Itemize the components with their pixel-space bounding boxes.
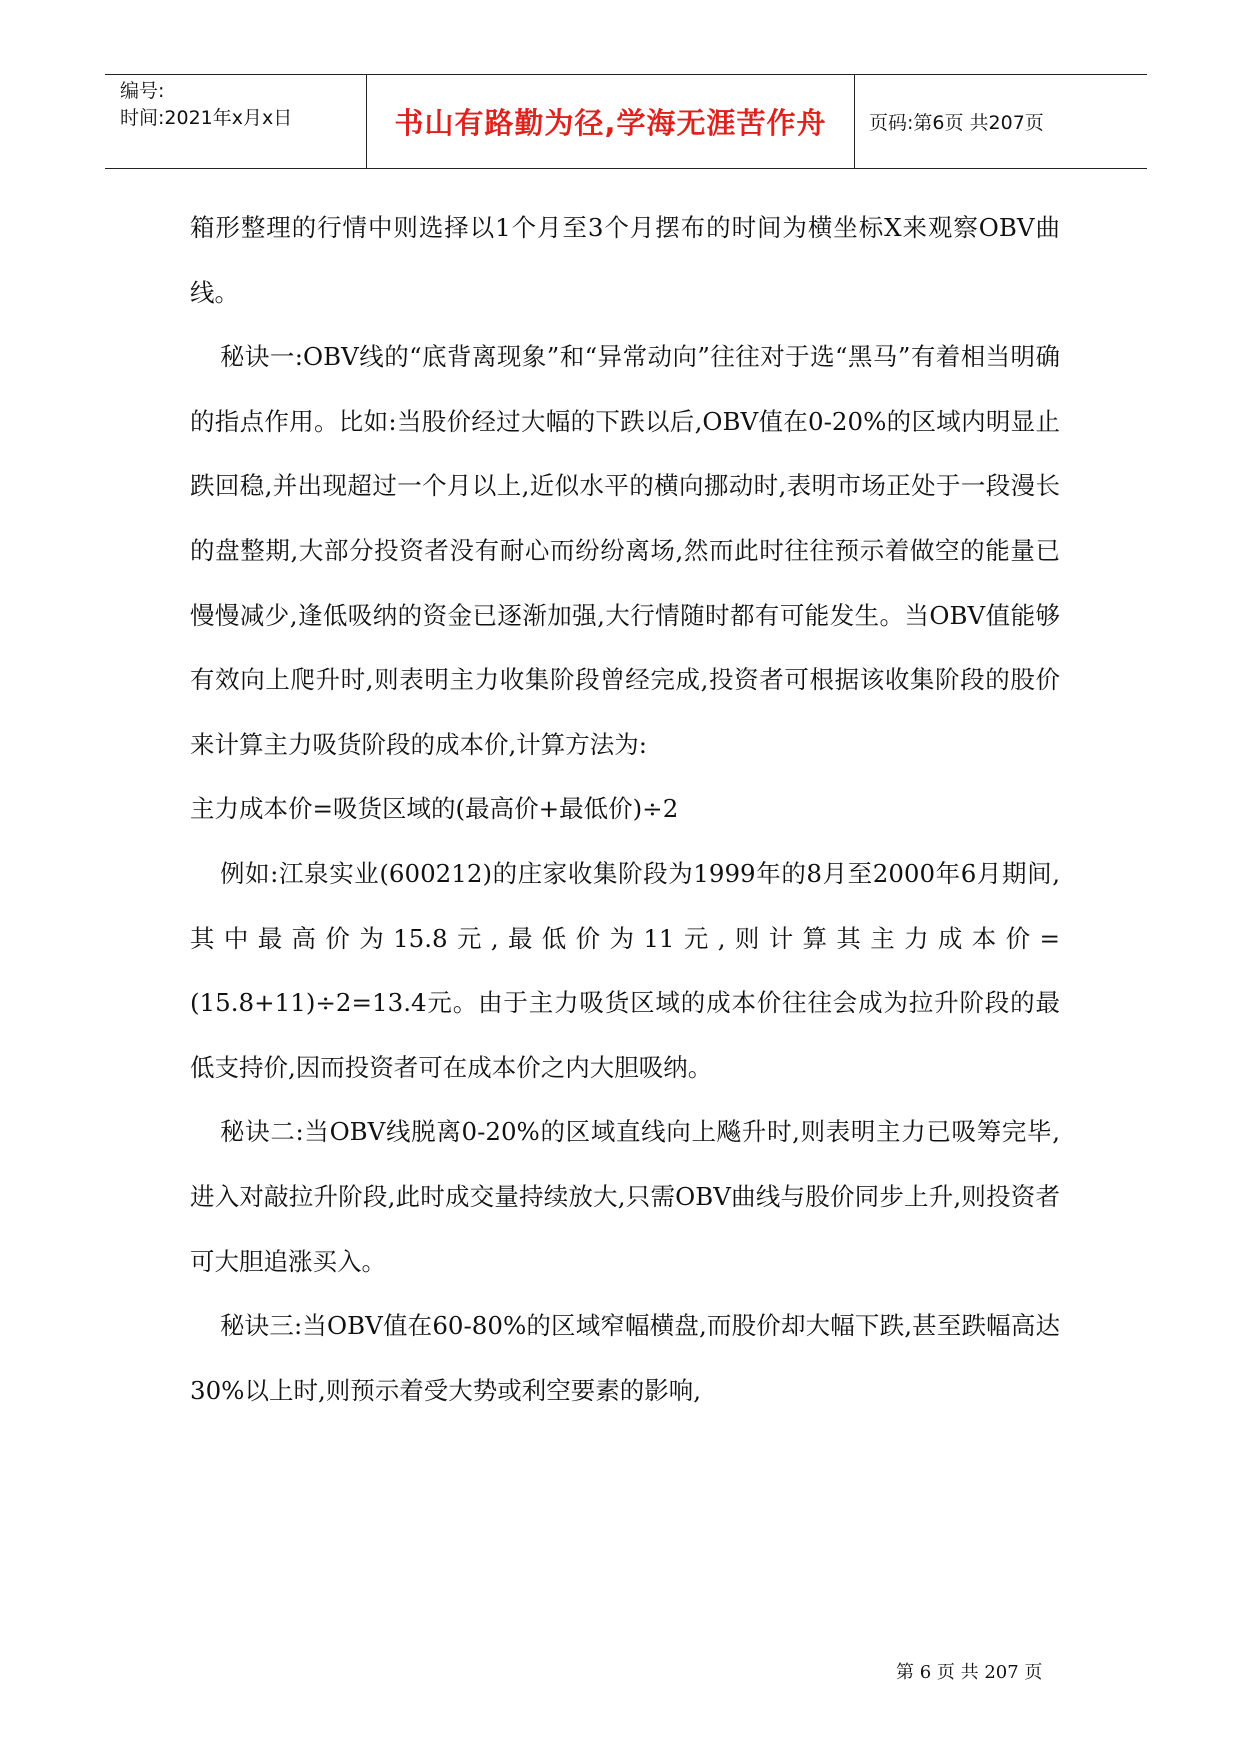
header-meta	[105, 75, 367, 168]
paragraph-tip-one: 秘诀一:OBV线的“底背离现象”和“异常动向”往往对于选“黑马”有着相当明确的指点作用。比如:当股价经过大幅的下跌以后,OBV值在0-20%的区域内明显止跌回稳,并出现超过一个月以上,近似水平的横向挪动时,表明市场正处于一段漫长的盘整期,大部分投资者没有耐心而纷纷离场,然而此时往往预示着做空的能量已慢慢减少,逢低吸纳的资金已逐渐加强,大行情随时都有可能发生。当OBV值能够有效向上爬升时,则表明主力收集阶段曾经完成,投资者可根据该收集阶段的股价来计算主力吸货阶段的成本价,计算方法为:	[190, 342, 1060, 759]
paragraph-tip-two: 秘诀二:当OBV线脱离0-20%的区域直线向上飚升时,则表明主力已吸筹完毕,进入对敲拉升阶段,此时成交量持续放大,只需OBV曲线与股价同步上升,则投资者可大胆追涨买入。	[190, 1117, 1060, 1276]
header-motto: 书山有路勤为径,学海无涯苦作舟	[367, 75, 855, 168]
page-footer: 第 6 页 共 207 页	[896, 1662, 1043, 1683]
time-label: 时间:2021年x月x日	[120, 107, 293, 129]
serial-label: 编号:	[120, 80, 165, 102]
header-page-code: 页码:第6页 共207页	[869, 112, 1044, 134]
paragraph-tip-three: 秘诀三:当OBV值在60-80%的区域窄幅横盘,而股价却大幅下跌,甚至跌幅高达30%以上时,则预示着受大势或利空要素的影响,	[190, 1311, 1060, 1405]
page-header	[105, 74, 1147, 169]
paragraph-formula: 主力成本价=吸货区域的(最高价+最低价)÷2	[190, 794, 679, 824]
paragraph-continuation: 箱形整理的行情中则选择以1个月至3个月摆布的时间为横坐标X来观察OBV曲线。	[190, 213, 1060, 307]
paragraph-example: 例如:江泉实业(600212)的庄家收集阶段为1999年的8月至2000年6月期间,其中最高价为15.8元,最低价为11元,则计算其主力成本价=(15.8+11)÷2=13.4元。由于主力吸货区域的成本价往往会成为拉升阶段的最低支持价,因而投资者可在成本价之内大胆吸纳。	[190, 858, 1060, 1082]
document-body	[190, 196, 1060, 1423]
